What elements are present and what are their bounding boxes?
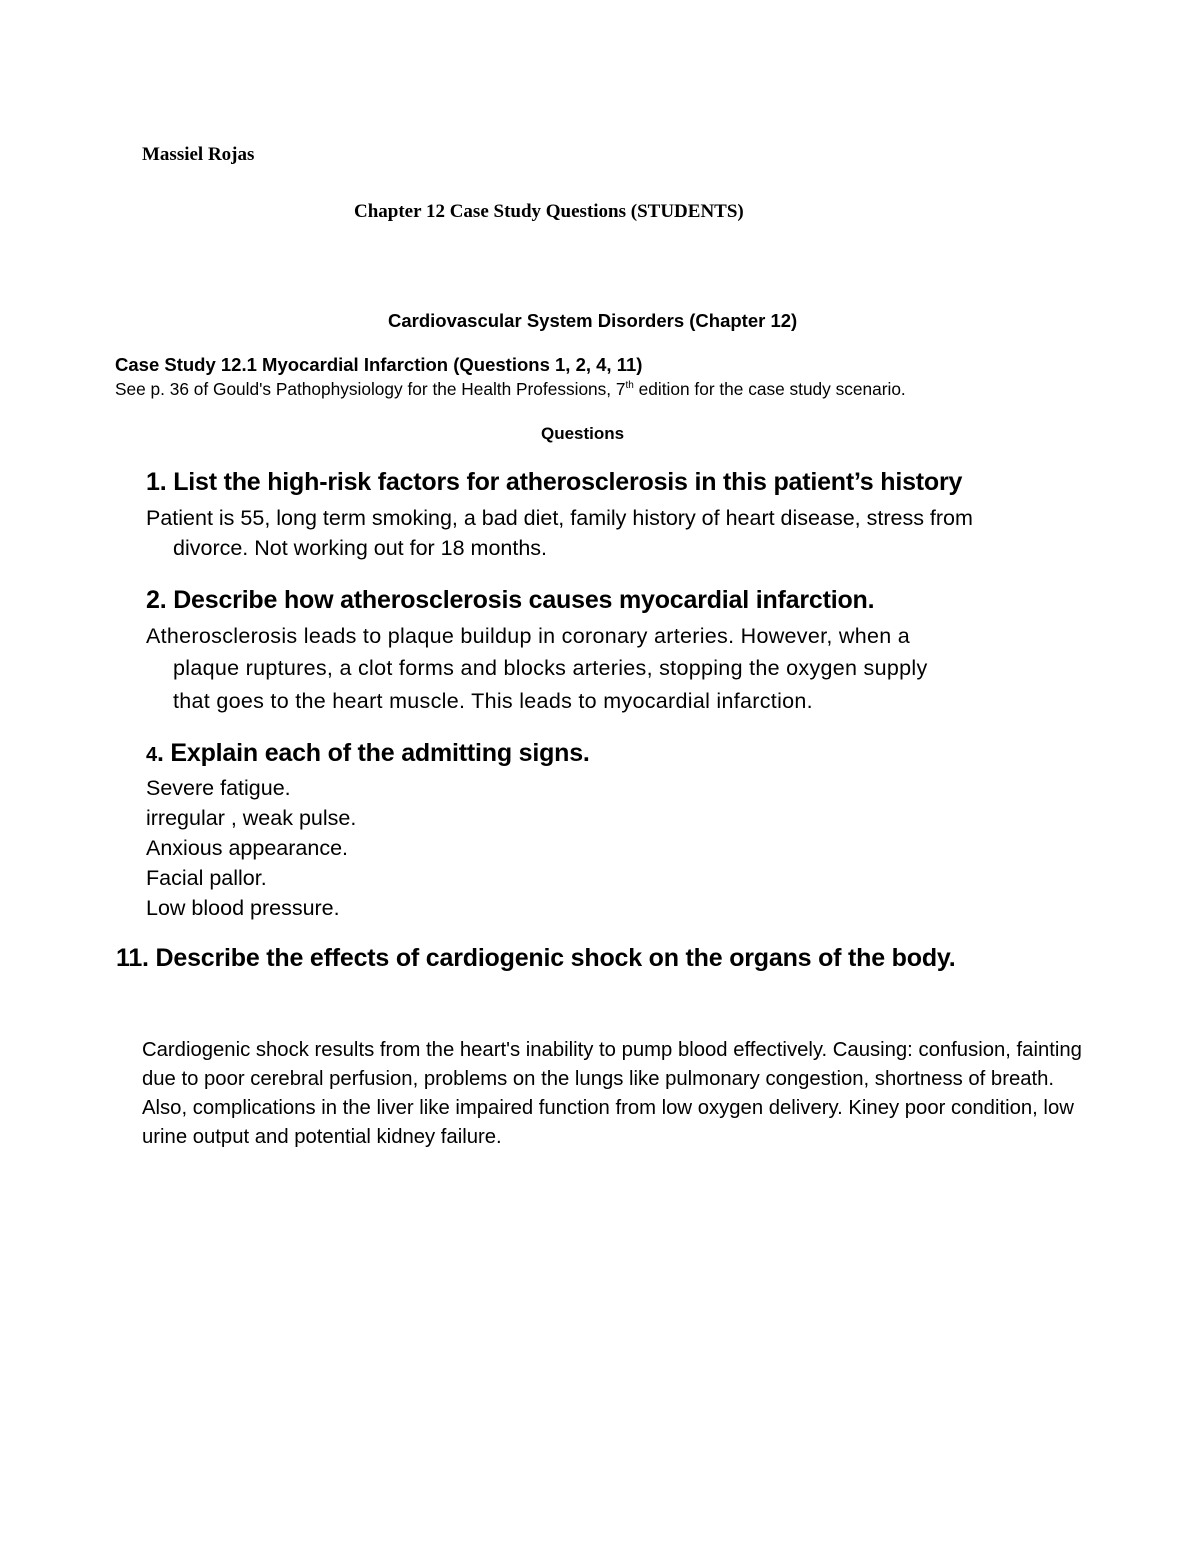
author-name: Massiel Rojas — [142, 144, 255, 165]
question-2-answer-line-1: Atherosclerosis leads to plaque buildup in coronary arteries. However, when a — [146, 624, 911, 648]
question-1-answer-line-2: divorce. Not working out for 18 months. — [173, 536, 548, 560]
case-study-title: Case Study 12.1 Myocardial Infarction (Questions 1, 2, 4, 11) — [115, 354, 643, 375]
document-title: Chapter 12 Case Study Questions (STUDENTS) — [354, 201, 744, 222]
question-1-title: 1. List the high-risk factors for atherosclerosis in this patient’s history — [146, 468, 963, 496]
section-title: Cardiovascular System Disorders (Chapter 12) — [388, 310, 798, 331]
question-11-title: 11. Describe the effects of cardiogenic shock on the organs of the body. — [116, 944, 956, 972]
question-2-answer-line-3: that goes to the heart muscle. This leads to myocardial infarction. — [173, 689, 813, 713]
list-item: Severe fatigue. — [146, 776, 291, 800]
question-4-title-text: . Explain each of the admitting signs. — [156, 739, 590, 767]
list-item: Facial pallor. — [146, 866, 267, 890]
case-study-note-text: See p. 36 of Gould's Pathophysiology for the Health Professions, 7 — [115, 379, 626, 399]
question-4-number: 4 — [146, 744, 157, 766]
list-item: Low blood pressure. — [146, 896, 340, 920]
case-study-note-superscript: th — [625, 380, 634, 392]
question-4-title — [146, 739, 590, 768]
list-item: irregular , weak pulse. — [146, 806, 357, 830]
questions-heading: Questions — [541, 424, 625, 443]
question-2-answer-line-2: plaque ruptures, a clot forms and blocks arteries, stopping the oxygen supply — [173, 656, 928, 680]
question-11-answer: Cardiogenic shock results from the heart's inability to pump blood effectively. Causing: confusion, fainting due to poor cerebral perfusion, problems on the lungs like pulmonary congestion, shortness of breath. Also, complications in the liver like impaired function from low oxygen delivery. Kiney poor condition, low urine output and potential kidney failure. — [142, 1039, 1082, 1148]
case-study-note-text-end: edition for the case study scenario. — [633, 379, 906, 399]
question-2-title: 2. Describe how atherosclerosis causes myocardial infarction. — [146, 586, 875, 614]
admitting-signs-list — [146, 773, 356, 923]
case-study-note — [115, 379, 906, 400]
list-item: Anxious appearance. — [146, 836, 349, 860]
question-1-answer-line-1: Patient is 55, long term smoking, a bad diet, family history of heart disease, stress from — [146, 506, 973, 530]
